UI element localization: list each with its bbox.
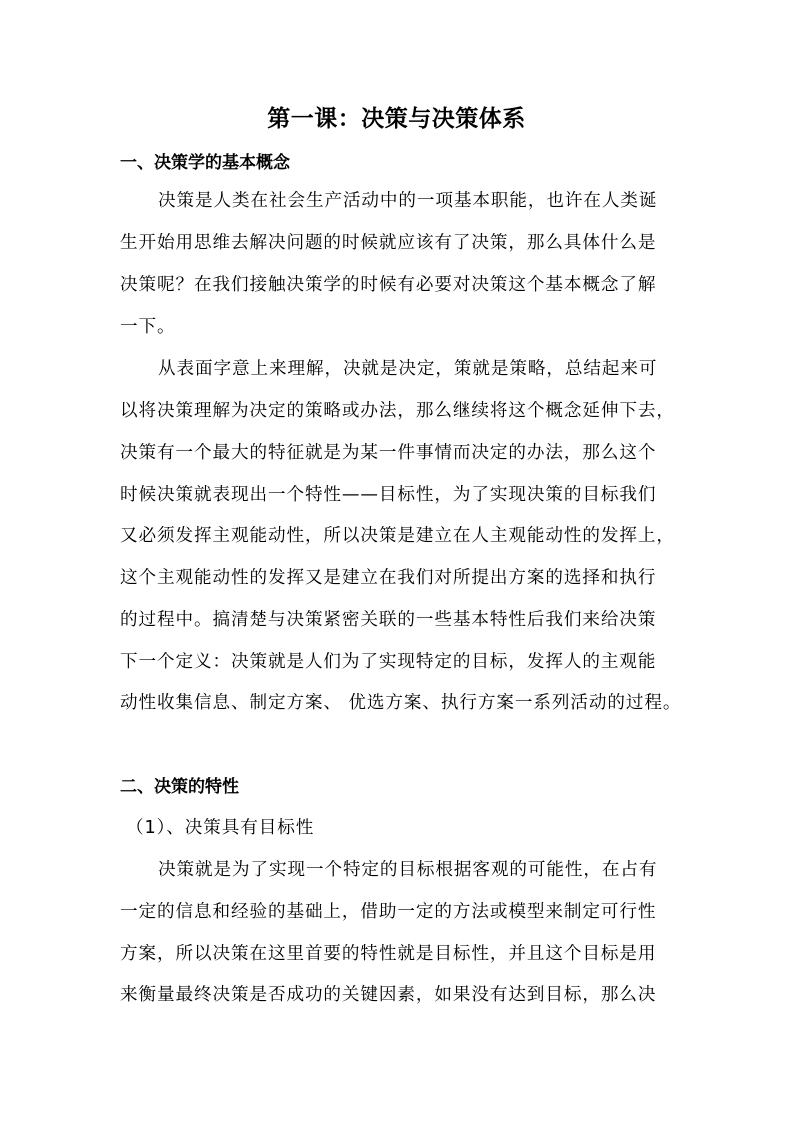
paragraph-line: 来衡量最终决策是否成功的关键因素，如果没有达到目标，那么决 [120, 985, 657, 1005]
paragraph-line: 决策是人类在社会生产活动中的一项基本职能，也许在人类诞 [158, 191, 658, 211]
paragraph-line: 生开始用思维去解决问题的时候就应该有了决策，那么具体什么是 [120, 233, 657, 253]
paragraph-line: 动性收集信息、制定方案、 优选方案、执行方案一系列活动的过程。 [120, 693, 682, 713]
paragraph-line: 时候决策就表现出一个特性——目标性，为了实现决策的目标我们 [120, 485, 657, 505]
paragraph-line: 下一个定义：决策就是人们为了实现特定的目标，发挥人的主观能 [120, 652, 657, 672]
paragraph-line: 决策就是为了实现一个特定的目标根据客观的可能性，在占有 [158, 860, 658, 880]
section-heading-2: 二、决策的特性 [120, 777, 239, 797]
paragraph-line: 以将决策理解为决定的策略或办法，那么继续将这个概念延伸下去， [120, 401, 675, 421]
page-title: 第一课：决策与决策体系 [267, 106, 526, 132]
subsection-heading: （1）、决策具有目标性 [126, 818, 315, 838]
section-heading-1: 一、决策学的基本概念 [120, 153, 290, 173]
paragraph-line: 这个主观能动性的发挥又是建立在我们对所提出方案的选择和执行 [120, 568, 657, 588]
paragraph-line: 一定的信息和经验的基础上，借助一定的方法或模型来制定可行性 [120, 902, 657, 922]
paragraph-line: 决策呢？在我们接触决策学的时候有必要对决策这个基本概念了解 [120, 275, 657, 295]
paragraph-line: 又必须发挥主观能动性，所以决策是建立在人主观能动性的发挥上， [120, 526, 675, 546]
paragraph-line: 的过程中。搞清楚与决策紧密关联的一些基本特性后我们来给决策 [120, 610, 657, 630]
paragraph-line: 从表面字意上来理解，决就是决定，策就是策略，总结起来可 [158, 359, 658, 379]
paragraph-line: 决策有一个最大的特征就是为某一件事情而决定的办法，那么这个 [120, 443, 657, 463]
paragraph-line: 一下。 [120, 317, 176, 337]
paragraph-line: 方案，所以决策在这里首要的特性就是目标性，并且这个目标是用 [120, 944, 657, 964]
